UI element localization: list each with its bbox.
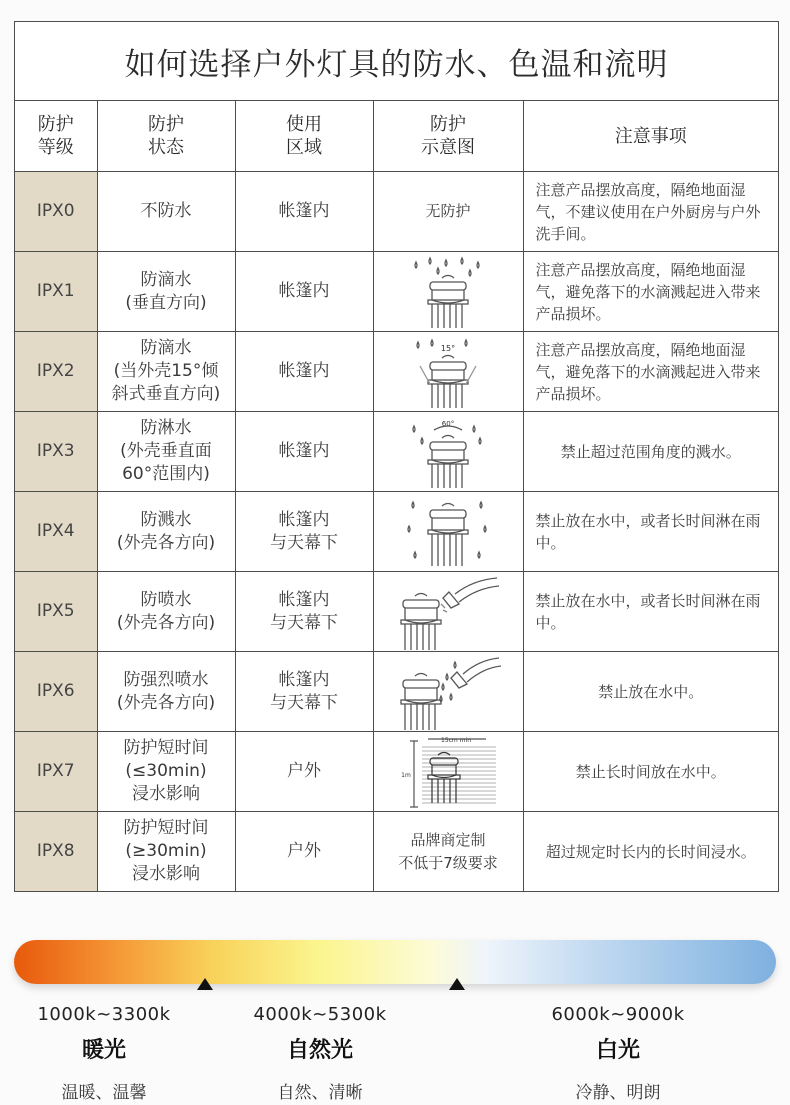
lantern-hose-icon	[393, 574, 503, 650]
area-cell: 帐篷内 与天幕下	[235, 492, 373, 572]
lantern-jet-icon	[393, 654, 503, 730]
note-cell: 注意产品摆放高度，隔绝地面湿气，避免落下的水滴溅起进入带来产品损坏。	[523, 332, 778, 412]
note-cell: 注意产品摆放高度，隔绝地面湿气，不建议使用在户外厨房与户外洗手间。	[523, 172, 778, 252]
diagram-cell	[373, 572, 523, 652]
header-notes: 注意事项	[523, 101, 778, 172]
note-cell: 禁止超过范围角度的溅水。	[523, 412, 778, 492]
color-temp-name: 暖光	[81, 1038, 126, 1063]
table-row	[15, 732, 778, 812]
svg-text:1m: 1m	[401, 771, 411, 779]
state-cell: 防淋水 (外壳垂直面 60°范围内)	[97, 412, 235, 492]
table-row	[15, 572, 778, 652]
table-row	[15, 332, 778, 412]
note-cell: 禁止放在水中。	[523, 652, 778, 732]
color-temp-desc: 冷静、明朗	[575, 1083, 661, 1103]
lantern-tilt-icon	[408, 336, 488, 408]
note-cell: 禁止长时间放在水中。	[523, 732, 778, 812]
level-cell: IPX4	[15, 492, 97, 572]
area-cell: 帐篷内	[235, 332, 373, 412]
area-cell: 户外	[235, 812, 373, 892]
diagram-cell	[373, 652, 523, 732]
page-title: 如何选择户外灯具的防水、色温和流明	[15, 22, 778, 101]
table-row	[15, 652, 778, 732]
pointer-neutral-cool-icon	[449, 978, 465, 990]
area-cell: 帐篷内	[235, 252, 373, 332]
state-cell: 防强烈喷水 (外壳各方向)	[97, 652, 235, 732]
area-cell: 帐篷内	[235, 172, 373, 252]
diagram-cell	[373, 332, 523, 412]
note-cell: 注意产品摆放高度，隔绝地面湿气，避免落下的水滴溅起进入带来产品损坏。	[523, 252, 778, 332]
state-cell: 防喷水 (外壳各方向)	[97, 572, 235, 652]
state-cell: 防护短时间 (≥30min) 浸水影响	[97, 812, 235, 892]
state-cell: 防溅水 (外壳各方向)	[97, 492, 235, 572]
table-row	[15, 812, 778, 892]
diagram-cell	[373, 252, 523, 332]
table-row	[15, 252, 778, 332]
lantern-rain-icon	[408, 416, 488, 488]
header-area: 使用 区域	[235, 101, 373, 172]
level-cell: IPX3	[15, 412, 97, 492]
color-temp-name: 白光	[595, 1038, 640, 1063]
level-cell: IPX7	[15, 732, 97, 812]
color-temp-name: 自然光	[286, 1038, 353, 1063]
color-temp-desc: 温暖、温馨	[61, 1083, 147, 1103]
svg-text:60°: 60°	[441, 419, 455, 428]
header-state: 防护 状态	[97, 101, 235, 172]
lantern-splash-icon	[403, 496, 493, 568]
color-temp-warm	[0, 1004, 214, 1103]
lantern-drip-icon	[408, 256, 488, 328]
level-cell: IPX8	[15, 812, 97, 892]
lantern-submerged-icon	[398, 735, 498, 809]
level-cell: IPX0	[15, 172, 97, 252]
table-row	[15, 492, 778, 572]
diagram-cell: 品牌商定制 不低于7级要求	[373, 812, 523, 892]
pointer-warm-neutral-icon	[197, 978, 213, 990]
area-cell: 帐篷内 与天幕下	[235, 652, 373, 732]
state-cell: 防滴水 (垂直方向)	[97, 252, 235, 332]
color-temperature-gradient	[14, 940, 776, 984]
color-temp-range: 4000k~5300k	[253, 1004, 387, 1025]
level-cell: IPX2	[15, 332, 97, 412]
table-row	[15, 172, 778, 252]
color-temp-white	[508, 1004, 728, 1103]
color-temp-desc: 自然、清晰	[277, 1083, 363, 1103]
color-temp-natural	[210, 1004, 430, 1103]
state-cell: 防滴水 (当外壳15°倾 斜式垂直方向)	[97, 332, 235, 412]
state-cell: 防护短时间 (≤30min) 浸水影响	[97, 732, 235, 812]
color-temp-range: 6000k~9000k	[551, 1004, 685, 1025]
level-cell: IPX1	[15, 252, 97, 332]
table-row	[15, 412, 778, 492]
ip-rating-table	[14, 21, 779, 892]
color-temp-range: 1000k~3300k	[37, 1004, 171, 1025]
diagram-cell	[373, 412, 523, 492]
level-cell: IPX5	[15, 572, 97, 652]
note-cell: 超过规定时长内的长时间浸水。	[523, 812, 778, 892]
level-cell: IPX6	[15, 652, 97, 732]
header-level: 防护 等级	[15, 101, 97, 172]
svg-text:15cm min: 15cm min	[441, 736, 471, 744]
diagram-cell	[373, 492, 523, 572]
area-cell: 帐篷内	[235, 412, 373, 492]
area-cell: 帐篷内 与天幕下	[235, 572, 373, 652]
diagram-cell: 无防护	[373, 172, 523, 252]
area-cell: 户外	[235, 732, 373, 812]
diagram-cell	[373, 732, 523, 812]
header-diagram: 防护 示意图	[373, 101, 523, 172]
note-cell: 禁止放在水中，或者长时间淋在雨中。	[523, 492, 778, 572]
svg-text:15°: 15°	[440, 343, 456, 353]
note-cell: 禁止放在水中，或者长时间淋在雨中。	[523, 572, 778, 652]
table-header-row	[15, 101, 778, 172]
state-cell: 不防水	[97, 172, 235, 252]
